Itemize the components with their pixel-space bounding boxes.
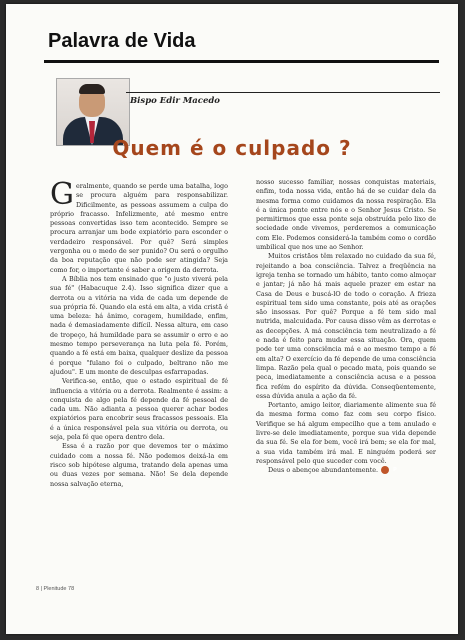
end-of-article-icon: P xyxy=(381,466,389,474)
article-title: Quem é o culpado ? xyxy=(112,136,352,160)
paragraph: Essa é a razão por que devemos ter o máximo cuidado com a nossa fé. Não podemos deixá-la em risco sob hipótese alguma, tratando dela apenas uma ou duas vezes por semana. Não! Se dela depende nossa salvação eterna, xyxy=(50,442,228,488)
paragraph: Geralmente, quando se perde uma batalha, logo se procura alguém para responsabilizar. Dificilmente, as pessoas assumem a culpa do próprio fracasso. Infelizmente, até mesmo entre pessoas convertidas isso tem acontecido. Sempre se procura arranjar um bode expiatório para esconder o verdadeiro responsável. Por quê? Será simples vergonha ou o medo de ser punido? Ou será o orgulho da boa reputação que não pode ser atingida? Seja como for, o importante é saber a origem da derrota. xyxy=(50,177,228,274)
drop-cap: G xyxy=(50,177,74,212)
magazine-page xyxy=(6,4,458,634)
paragraph: Portanto, amigo leitor, diariamente alimente sua fé da mesma forma como faz com seu corpo físico. Verifique se há algum empecilho que a tem anulado e livre-se dele imediatamente, porque sua vida depende da sua fé. Se ela for bem, você irá bem; se ela for mal, a sua vida também irá mal. E ninguém poderá ser responsável pelo que suceder com você. xyxy=(256,401,436,465)
paragraph: A Bíblia nos tem ensinado que "o justo viverá pela sua fé" (Habacuque 2.4). Isso significa dizer que a derrota ou a vitória na vida de cada um depende de sua própria fé. Quando ela está em alta, a vida cristã é uma beleza: há ânimo, coragem, humildade, enfim, nada é demasiadamente difícil. Nessa altura, em caso de tropeço, há humildade para se assumir o erro e ao mesmo tempo perseverança na luta pela fé. Porém, quando a fé está em baixa, qualquer deslize da pessoa é porque "fulano foi o culpado, beltrano não me ajudou". E um monte de desculpas esfarrapadas. xyxy=(50,274,228,376)
section-header xyxy=(44,28,439,63)
paragraph: Verifica-se, então, que o estado espiritual de fé influencia a vitória ou a derrota. Realmente é assim: a conquista de algo pela fé depende da fé pessoal de cada um. Não adianta a pessoa querer achar bodes expiatórios para encobrir seus fracassos pessoais. Ela é a única responsável pela sua vitória ou derrota, ou seja, pela fé que opera dentro dela. xyxy=(50,377,228,442)
article-column-left xyxy=(50,177,228,489)
page-footer: 8 | Plenitude 78 xyxy=(36,586,75,592)
section-title: Palavra de Vida xyxy=(48,30,196,52)
paragraph: nosso sucesso familiar, nossas conquistas materiais, enfim, toda nossa vida, então há de se cuidar dela da mesma forma como cuidamos da nossa respiração. Ela é a única ponte entre nós e o Senhor Jesus Cristo. Se permitirmos que essa ponte seja obstruída pelo lixo de sociedade onde vivemos, perderemos a comunicação com Ele. Podemos considerá-la também como o cordão umbilical que nos une ao Senhor. xyxy=(256,178,436,252)
author-name: Bispo Edir Macedo xyxy=(130,96,220,106)
article-column-right xyxy=(256,178,436,476)
paragraph: Deus o abençoe abundantemente. P xyxy=(268,466,397,475)
author-divider xyxy=(126,92,440,93)
paragraph: Muitos cristãos têm relaxado no cuidado da sua fé, rejeitando a boa consciência. Talvez a freqüência na igreja tenha se tornado um hábito, tanto como almoçar e jantar; já não há mais aquele prazer em estar na Casa de Deus e buscá-lO de todo o coração. A frieza espiritual tem sido uma constante, pois até as orações são insossas. Por quê? Porque a fé tem sido mal nutrida, malcuidada. Por causa disso vêm as derrotas e as decepções. A má consciência tem neutralizado a fé e nada é feito para mudar essa situação. Ora, quem pode ter uma consciência má e ao mesmo tempo a fé em alta? O exercício da fé depende de uma consciência limpa. Razão pela qual o pecado mata, pois quando se peca, imediatamente a consciência acusa e a pessoa fica refém do espírito da dúvida. Conseqüentemente, essa dúvida anula a ação da fé. xyxy=(256,252,436,400)
